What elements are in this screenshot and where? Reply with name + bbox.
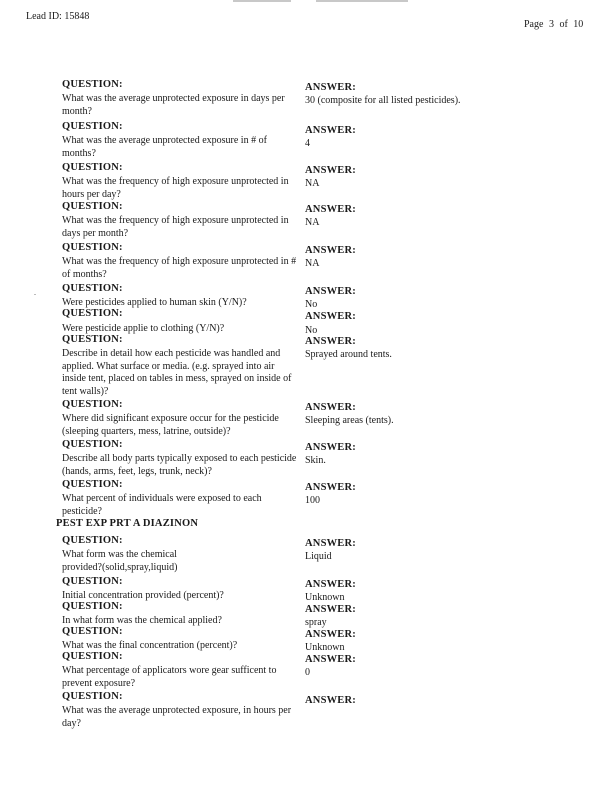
- question-label: QUESTION:: [62, 535, 123, 546]
- question-label: QUESTION:: [62, 242, 123, 253]
- answer-text: Unknown: [305, 642, 345, 653]
- question-text: What was the average unprotected exposure in days per month?: [62, 93, 285, 117]
- question-label: QUESTION:: [62, 651, 123, 662]
- answer-text: spray: [305, 617, 327, 628]
- answer-text: NA: [305, 258, 320, 269]
- answer-text: 30 (composite for all listed pesticides).: [305, 95, 461, 106]
- question-label: QUESTION:: [62, 334, 123, 345]
- question-text: What percentage of applicators wore gear sufficent to prevent exposure?: [62, 665, 277, 689]
- answer-label: ANSWER:: [305, 538, 356, 549]
- answer-label: ANSWER:: [305, 629, 356, 640]
- answer-text: No: [305, 325, 318, 336]
- answer-label: ANSWER:: [305, 204, 356, 215]
- question-label: QUESTION:: [62, 308, 123, 319]
- answer-text: 4: [305, 138, 310, 149]
- question-label: QUESTION:: [62, 201, 123, 212]
- answer-label: ANSWER:: [305, 482, 356, 493]
- page-number: Page 3 of 10: [524, 19, 584, 30]
- question-text: Where did significant exposure occur for the pesticide (sleeping quarters, mess, latrine, outside)?: [62, 413, 279, 437]
- answer-text: NA: [305, 217, 320, 228]
- answer-label: ANSWER:: [305, 402, 356, 413]
- answer-text: Sleeping areas (tents).: [305, 415, 394, 426]
- question-label: QUESTION:: [62, 691, 123, 702]
- answer-label: ANSWER:: [305, 695, 356, 706]
- question-text: What was the frequency of high exposure unprotected in # of months?: [62, 256, 297, 280]
- question-text: What was the final concentration (percent)?: [62, 640, 238, 651]
- answer-label: ANSWER:: [305, 125, 356, 136]
- answer-text: NA: [305, 178, 320, 189]
- question-label: QUESTION:: [62, 626, 123, 637]
- question-label: QUESTION:: [62, 601, 123, 612]
- question-text: What was the frequency of high exposure unprotected in days per month?: [62, 215, 289, 239]
- question-label: QUESTION:: [62, 576, 123, 587]
- answer-label: ANSWER:: [305, 165, 356, 176]
- scan-artifact: [233, 0, 291, 2]
- answer-text: Unknown: [305, 592, 345, 603]
- answer-text: Skin.: [305, 455, 326, 466]
- question-text: What was the frequency of high exposure unprotected in hours per day?: [62, 176, 289, 200]
- answer-text: Sprayed around tents.: [305, 349, 392, 360]
- answer-text: Liquid: [305, 551, 332, 562]
- question-label: QUESTION:: [62, 162, 123, 173]
- question-text: Were pesticide applie to clothing (Y/N)?: [62, 323, 225, 334]
- question-text: Describe all body parts typically exposed to each pesticide (hands, arms, feet, legs, trunk, neck)?: [62, 453, 297, 477]
- question-label: QUESTION:: [62, 439, 123, 450]
- answer-label: ANSWER:: [305, 311, 356, 322]
- answer-label: ANSWER:: [305, 82, 356, 93]
- question-text: Describe in detail how each pesticide was handled and applied. What surface or media. (e.g. sprayed into air inside tent, placed on tables in mess, sprayed on inside of tent walls)?: [62, 348, 292, 397]
- question-label: QUESTION:: [62, 283, 123, 294]
- scan-artifact: [316, 0, 408, 2]
- answer-label: ANSWER:: [305, 604, 356, 615]
- question-text: What form was the chemical provided?(solid,spray,liquid): [62, 549, 178, 573]
- answer-label: ANSWER:: [305, 579, 356, 590]
- question-text: In what form was the chemical applied?: [62, 615, 222, 626]
- answer-label: ANSWER:: [305, 654, 356, 665]
- lead-id: Lead ID: 15848: [26, 11, 90, 22]
- question-label: QUESTION:: [62, 479, 123, 490]
- answer-label: ANSWER:: [305, 336, 356, 347]
- question-label: QUESTION:: [62, 79, 123, 90]
- answer-label: ANSWER:: [305, 245, 356, 256]
- question-label: QUESTION:: [62, 399, 123, 410]
- answer-label: ANSWER:: [305, 286, 356, 297]
- question-text: What percent of individuals were exposed to each pesticide?: [62, 493, 262, 517]
- question-text: What was the average unprotected exposure, in hours per day?: [62, 705, 292, 729]
- answer-label: ANSWER:: [305, 442, 356, 453]
- question-text: Were pesticides applied to human skin (Y/N)?: [62, 297, 247, 308]
- question-text: Initial concentration provided (percent)?: [62, 590, 224, 601]
- question-label: QUESTION:: [62, 121, 123, 132]
- answer-text: 0: [305, 667, 310, 678]
- answer-text: 100: [305, 495, 320, 506]
- section-title: PEST EXP PRT A DIAZINON: [56, 518, 199, 529]
- answer-text: No: [305, 299, 318, 310]
- scan-speck: [34, 294, 36, 295]
- question-text: What was the average unprotected exposure in # of months?: [62, 135, 267, 159]
